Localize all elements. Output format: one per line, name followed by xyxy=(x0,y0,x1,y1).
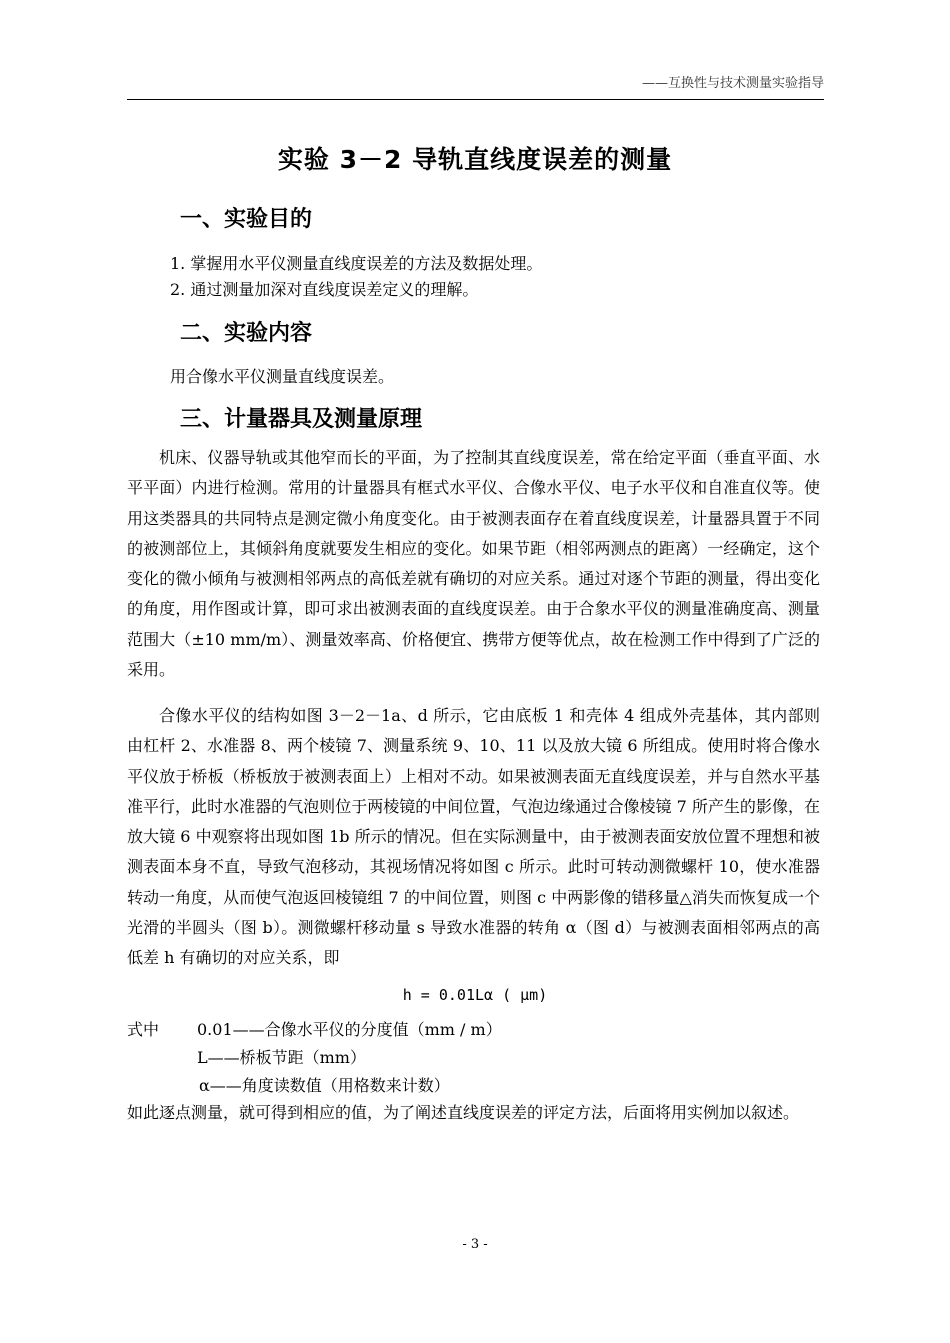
closing-paragraph: 如此逐点测量，就可得到相应的值，为了阐述直线度误差的评定方法，后面将用实例加以叙述。 xyxy=(127,1103,800,1122)
definition-bridge-pitch: L——桥板节距（mm） xyxy=(197,1048,366,1067)
definition-division-value: 0.01——合像水平仪的分度值（mm / m） xyxy=(197,1020,502,1039)
page-title: 实验 3－2 导轨直线度误差的测量 xyxy=(277,145,673,174)
principle-paragraph-1: 机床、仪器导轨或其他窄而长的平面，为了控制其直线度误差，常在给定平面（垂直平面、水平平面）内进行检测。常用的计量器具有框式水平仪、合像水平仪、电子水平仪和自准直仪等。使用这类器具的共同特点是测定微小角度变化。由于被测表面存在着直线度误差，计量器具置于不同的被测部位上，其倾斜角度就要发生相应的变化。如果节距（相邻两测点的距离）一经确定，这个变化的微小倾角与被测相邻两点的高低差就有确切的对应关系。通过对逐个节距的测量，得出变化的角度，用作图或计算，即可求出被测表面的直线度误差。由于合象水平仪的测量准确度高、测量范围大（±10 mm/m）、测量效率高、价格便宜、携带方便等优点，故在检测工作中得到了广泛的采用。 xyxy=(127,448,820,680)
content-text: 用合像水平仪测量直线度误差。 xyxy=(170,367,395,386)
height-formula: h = 0.01Lα ( μm) xyxy=(402,986,548,1004)
where-label: 式中 xyxy=(127,1020,160,1039)
purpose-item-2: 2. 通过测量加深对直线度误差定义的理解。 xyxy=(170,280,479,299)
principle-paragraph-2: 合像水平仪的结构如图 3－2－1a、d 所示，它由底板 1 和壳体 4 组成外壳基体，其内部则由杠杆 2、水准器 8、两个棱镜 7、测量系统 9、10、11 以及放大镜 6 所组成。使用时将合像水平仪放于桥板（桥板放于被测表面上）上相对不动。如果被测表面无直线度误差，并与自然水平基准平行，此时水准器的气泡则位于两棱镜的中间位置，气泡边缘通过合像棱镜 7 所产生的影像，在放大镜 6 中观察将出现如图 1b 所示的情况。但在实际测量中，由于被测表面安放位置不理想和被测表面本身不直，导致气泡移动，其视场情况将如图 c 所示。此时可转动测微螺杆 10，使水准器转动一角度，从而使气泡返回棱镜组 7 的中间位置，则图 c 中两影像的错移量△消失而恢复成一个光滑的半圆头（图 b）。测微螺杆移动量 s 导致水准器的转角 α（图 d）与被测表面相邻两点的高低差 h 有确切的对应关系，即 xyxy=(127,706,820,968)
running-header: ——互换性与技术测量实验指导 xyxy=(641,76,824,91)
header-divider xyxy=(127,99,824,100)
section-heading-content: 二、实验内容 xyxy=(180,321,313,346)
definition-angle-reading: α——角度读数值（用格数来计数） xyxy=(199,1076,450,1095)
section-heading-purpose: 一、实验目的 xyxy=(180,207,313,232)
section-heading-principle: 三、计量器具及测量原理 xyxy=(180,407,423,432)
page-number: - 3 - xyxy=(462,1237,488,1252)
purpose-item-1: 1. 掌握用水平仪测量直线度误差的方法及数据处理。 xyxy=(170,254,543,273)
